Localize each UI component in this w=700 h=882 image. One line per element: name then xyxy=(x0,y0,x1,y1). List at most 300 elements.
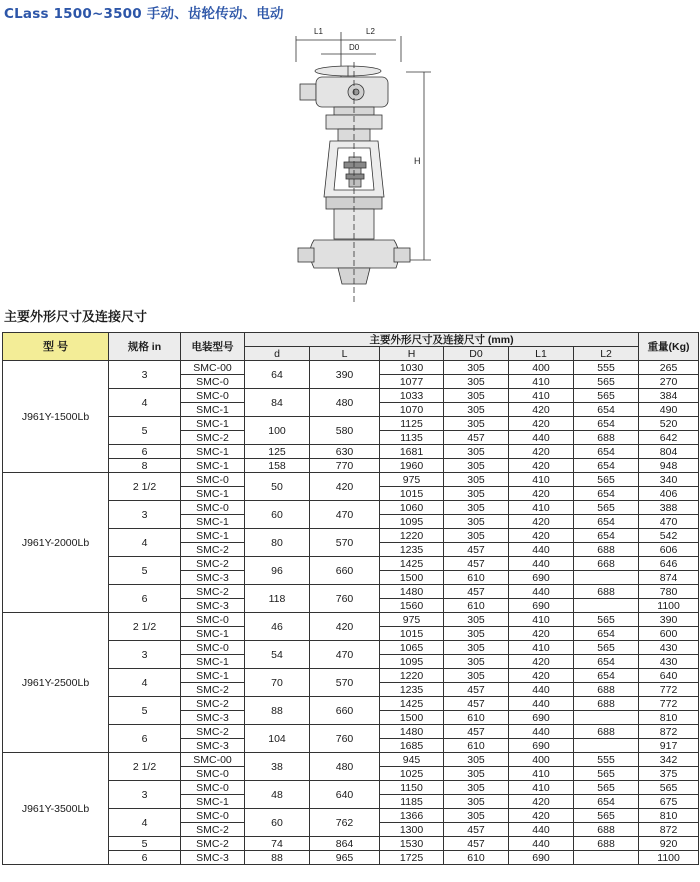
label-l1: L1 xyxy=(314,27,323,36)
h-cell: 1065 xyxy=(380,641,444,655)
size-cell: 4 xyxy=(109,529,181,557)
l-cell: 480 xyxy=(310,389,380,417)
d0-cell: 305 xyxy=(444,627,509,641)
actuator-cell: SMC-2 xyxy=(181,725,245,739)
weight-cell: 270 xyxy=(639,375,699,389)
l1-cell: 420 xyxy=(509,669,574,683)
size-cell: 6 xyxy=(109,445,181,459)
actuator-cell: SMC-2 xyxy=(181,543,245,557)
h-cell: 1030 xyxy=(380,361,444,375)
d-cell: 104 xyxy=(245,725,310,753)
header-d0: D0 xyxy=(444,347,509,361)
size-cell: 5 xyxy=(109,417,181,445)
label-h: H xyxy=(414,156,421,166)
l2-cell: 565 xyxy=(574,473,639,487)
h-cell: 1150 xyxy=(380,781,444,795)
weight-cell: 917 xyxy=(639,739,699,753)
l-cell: 470 xyxy=(310,501,380,529)
l1-cell: 420 xyxy=(509,487,574,501)
l1-cell: 440 xyxy=(509,585,574,599)
l1-cell: 440 xyxy=(509,431,574,445)
actuator-cell: SMC-0 xyxy=(181,473,245,487)
actuator-cell: SMC-2 xyxy=(181,585,245,599)
weight-cell: 390 xyxy=(639,613,699,627)
weight-cell: 470 xyxy=(639,515,699,529)
weight-cell: 565 xyxy=(639,781,699,795)
l-cell: 480 xyxy=(310,753,380,781)
l2-cell: 565 xyxy=(574,767,639,781)
d-cell: 54 xyxy=(245,641,310,669)
l2-cell xyxy=(574,739,639,753)
d0-cell: 610 xyxy=(444,571,509,585)
d0-cell: 305 xyxy=(444,795,509,809)
h-cell: 1480 xyxy=(380,585,444,599)
h-cell: 1070 xyxy=(380,403,444,417)
l1-cell: 410 xyxy=(509,473,574,487)
actuator-cell: SMC-0 xyxy=(181,501,245,515)
l-cell: 760 xyxy=(310,725,380,753)
actuator-cell: SMC-1 xyxy=(181,529,245,543)
h-cell: 1015 xyxy=(380,627,444,641)
l1-cell: 410 xyxy=(509,501,574,515)
h-cell: 1135 xyxy=(380,431,444,445)
l2-cell: 654 xyxy=(574,515,639,529)
d0-cell: 610 xyxy=(444,711,509,725)
header-l: L xyxy=(310,347,380,361)
header-dimension-group: 主要外形尺寸及连接尺寸 (mm) xyxy=(245,333,639,347)
d0-cell: 610 xyxy=(444,851,509,865)
size-cell: 2 1/2 xyxy=(109,473,181,501)
actuator-cell: SMC-00 xyxy=(181,753,245,767)
weight-cell: 872 xyxy=(639,823,699,837)
weight-cell: 872 xyxy=(639,725,699,739)
l1-cell: 410 xyxy=(509,781,574,795)
h-cell: 1095 xyxy=(380,515,444,529)
l-cell: 470 xyxy=(310,641,380,669)
l1-cell: 400 xyxy=(509,361,574,375)
l2-cell: 654 xyxy=(574,669,639,683)
l2-cell: 565 xyxy=(574,501,639,515)
l1-cell: 410 xyxy=(509,389,574,403)
h-cell: 975 xyxy=(380,473,444,487)
d-cell: 60 xyxy=(245,501,310,529)
weight-cell: 388 xyxy=(639,501,699,515)
l1-cell: 690 xyxy=(509,739,574,753)
weight-cell: 375 xyxy=(639,767,699,781)
l-cell: 570 xyxy=(310,529,380,557)
l-cell: 640 xyxy=(310,781,380,809)
l2-cell: 555 xyxy=(574,753,639,767)
model-cell: J961Y-1500Lb xyxy=(3,361,109,473)
l-cell: 660 xyxy=(310,557,380,585)
d0-cell: 610 xyxy=(444,739,509,753)
d0-cell: 305 xyxy=(444,669,509,683)
l2-cell: 688 xyxy=(574,837,639,851)
l1-cell: 400 xyxy=(509,753,574,767)
l2-cell xyxy=(574,571,639,585)
h-cell: 1125 xyxy=(380,417,444,431)
h-cell: 1235 xyxy=(380,543,444,557)
weight-cell: 406 xyxy=(639,487,699,501)
table-row xyxy=(3,753,699,767)
d0-cell: 457 xyxy=(444,823,509,837)
l1-cell: 420 xyxy=(509,809,574,823)
size-cell: 3 xyxy=(109,641,181,669)
d-cell: 64 xyxy=(245,361,310,389)
d0-cell: 305 xyxy=(444,473,509,487)
d-cell: 50 xyxy=(245,473,310,501)
section-title: 主要外形尺寸及连接尺寸 xyxy=(4,310,148,325)
actuator-cell: SMC-1 xyxy=(181,655,245,669)
header-h: H xyxy=(380,347,444,361)
size-cell: 6 xyxy=(109,851,181,865)
h-cell: 1077 xyxy=(380,375,444,389)
d-cell: 80 xyxy=(245,529,310,557)
d0-cell: 305 xyxy=(444,403,509,417)
header-actuator: 电装型号 xyxy=(181,333,245,361)
d0-cell: 457 xyxy=(444,683,509,697)
weight-cell: 600 xyxy=(639,627,699,641)
size-cell: 6 xyxy=(109,725,181,753)
l-cell: 864 xyxy=(310,837,380,851)
h-cell: 1235 xyxy=(380,683,444,697)
size-cell: 5 xyxy=(109,697,181,725)
l1-cell: 690 xyxy=(509,599,574,613)
actuator-cell: SMC-2 xyxy=(181,557,245,571)
d0-cell: 305 xyxy=(444,767,509,781)
d0-cell: 305 xyxy=(444,529,509,543)
d-cell: 88 xyxy=(245,697,310,725)
model-cell: J961Y-2000Lb xyxy=(3,473,109,613)
d0-cell: 305 xyxy=(444,809,509,823)
l1-cell: 440 xyxy=(509,697,574,711)
h-cell: 1480 xyxy=(380,725,444,739)
l1-cell: 440 xyxy=(509,725,574,739)
table-row xyxy=(3,361,699,375)
actuator-cell: SMC-2 xyxy=(181,837,245,851)
weight-cell: 520 xyxy=(639,417,699,431)
h-cell: 1220 xyxy=(380,529,444,543)
l1-cell: 420 xyxy=(509,795,574,809)
h-cell: 1681 xyxy=(380,445,444,459)
actuator-cell: SMC-1 xyxy=(181,487,245,501)
d-cell: 48 xyxy=(245,781,310,809)
l1-cell: 420 xyxy=(509,459,574,473)
actuator-cell: SMC-1 xyxy=(181,445,245,459)
h-cell: 975 xyxy=(380,613,444,627)
weight-cell: 490 xyxy=(639,403,699,417)
weight-cell: 675 xyxy=(639,795,699,809)
l1-cell: 690 xyxy=(509,851,574,865)
h-cell: 1015 xyxy=(380,487,444,501)
l-cell: 965 xyxy=(310,851,380,865)
actuator-cell: SMC-2 xyxy=(181,697,245,711)
d0-cell: 305 xyxy=(444,389,509,403)
l-cell: 660 xyxy=(310,697,380,725)
d0-cell: 305 xyxy=(444,655,509,669)
actuator-cell: SMC-1 xyxy=(181,459,245,473)
l2-cell: 654 xyxy=(574,795,639,809)
l2-cell xyxy=(574,599,639,613)
weight-cell: 384 xyxy=(639,389,699,403)
weight-cell: 1100 xyxy=(639,599,699,613)
d0-cell: 457 xyxy=(444,837,509,851)
d0-cell: 305 xyxy=(444,361,509,375)
size-cell: 4 xyxy=(109,389,181,417)
weight-cell: 646 xyxy=(639,557,699,571)
d0-cell: 305 xyxy=(444,753,509,767)
d0-cell: 305 xyxy=(444,515,509,529)
size-cell: 2 1/2 xyxy=(109,753,181,781)
h-cell: 1220 xyxy=(380,669,444,683)
l2-cell: 668 xyxy=(574,557,639,571)
d-cell: 96 xyxy=(245,557,310,585)
h-cell: 1960 xyxy=(380,459,444,473)
header-weight: 重量(Kg) xyxy=(639,333,699,361)
l-cell: 570 xyxy=(310,669,380,697)
l1-cell: 690 xyxy=(509,571,574,585)
weight-cell: 948 xyxy=(639,459,699,473)
weight-cell: 430 xyxy=(639,655,699,669)
h-cell: 1025 xyxy=(380,767,444,781)
l1-cell: 420 xyxy=(509,403,574,417)
weight-cell: 265 xyxy=(639,361,699,375)
l1-cell: 420 xyxy=(509,529,574,543)
l-cell: 760 xyxy=(310,585,380,613)
l1-cell: 410 xyxy=(509,641,574,655)
table-body xyxy=(3,361,699,865)
h-cell: 1366 xyxy=(380,809,444,823)
weight-cell: 810 xyxy=(639,711,699,725)
h-cell: 1425 xyxy=(380,697,444,711)
l2-cell: 654 xyxy=(574,403,639,417)
l1-cell: 440 xyxy=(509,837,574,851)
l-cell: 630 xyxy=(310,445,380,459)
d-cell: 84 xyxy=(245,389,310,417)
weight-cell: 804 xyxy=(639,445,699,459)
h-cell: 1685 xyxy=(380,739,444,753)
l1-cell: 410 xyxy=(509,613,574,627)
model-cell: J961Y-3500Lb xyxy=(3,753,109,865)
actuator-cell: SMC-3 xyxy=(181,571,245,585)
l2-cell: 565 xyxy=(574,781,639,795)
header-l2: L2 xyxy=(574,347,639,361)
d-cell: 88 xyxy=(245,851,310,865)
size-cell: 3 xyxy=(109,501,181,529)
weight-cell: 640 xyxy=(639,669,699,683)
actuator-cell: SMC-0 xyxy=(181,781,245,795)
l2-cell: 688 xyxy=(574,697,639,711)
l2-cell: 654 xyxy=(574,445,639,459)
actuator-cell: SMC-1 xyxy=(181,403,245,417)
d-cell: 118 xyxy=(245,585,310,613)
d0-cell: 305 xyxy=(444,459,509,473)
h-cell: 1560 xyxy=(380,599,444,613)
l2-cell: 688 xyxy=(574,431,639,445)
d-cell: 38 xyxy=(245,753,310,781)
weight-cell: 874 xyxy=(639,571,699,585)
actuator-cell: SMC-2 xyxy=(181,823,245,837)
d0-cell: 457 xyxy=(444,725,509,739)
header-model: 型 号 xyxy=(3,333,109,361)
size-cell: 5 xyxy=(109,837,181,851)
size-cell: 4 xyxy=(109,669,181,697)
weight-cell: 642 xyxy=(639,431,699,445)
d0-cell: 457 xyxy=(444,543,509,557)
actuator-cell: SMC-1 xyxy=(181,515,245,529)
actuator-cell: SMC-0 xyxy=(181,375,245,389)
l2-cell: 555 xyxy=(574,361,639,375)
d0-cell: 305 xyxy=(444,487,509,501)
d0-cell: 305 xyxy=(444,641,509,655)
actuator-cell: SMC-3 xyxy=(181,851,245,865)
size-cell: 3 xyxy=(109,781,181,809)
weight-cell: 772 xyxy=(639,697,699,711)
header-size: 规格 in xyxy=(109,333,181,361)
l2-cell: 654 xyxy=(574,655,639,669)
actuator-cell: SMC-1 xyxy=(181,795,245,809)
actuator-cell: SMC-1 xyxy=(181,627,245,641)
size-cell: 3 xyxy=(109,361,181,389)
actuator-cell: SMC-0 xyxy=(181,389,245,403)
actuator-cell: SMC-0 xyxy=(181,767,245,781)
l1-cell: 440 xyxy=(509,823,574,837)
l2-cell xyxy=(574,711,639,725)
dimension-table xyxy=(2,332,699,865)
weight-cell: 340 xyxy=(639,473,699,487)
page-title: CLass 1500~3500 手动、齿轮传动、电动 xyxy=(4,6,284,22)
l-cell: 420 xyxy=(310,473,380,501)
d-cell: 70 xyxy=(245,669,310,697)
d0-cell: 457 xyxy=(444,585,509,599)
size-cell: 4 xyxy=(109,809,181,837)
d0-cell: 305 xyxy=(444,501,509,515)
l-cell: 420 xyxy=(310,613,380,641)
l1-cell: 690 xyxy=(509,711,574,725)
h-cell: 1500 xyxy=(380,711,444,725)
actuator-cell: SMC-3 xyxy=(181,739,245,753)
weight-cell: 780 xyxy=(639,585,699,599)
l1-cell: 440 xyxy=(509,557,574,571)
label-d0: D0 xyxy=(349,43,360,52)
model-cell: J961Y-2500Lb xyxy=(3,613,109,753)
l-cell: 770 xyxy=(310,459,380,473)
weight-cell: 772 xyxy=(639,683,699,697)
d0-cell: 305 xyxy=(444,375,509,389)
d0-cell: 457 xyxy=(444,697,509,711)
valve-drawing xyxy=(286,22,436,304)
weight-cell: 810 xyxy=(639,809,699,823)
l2-cell: 688 xyxy=(574,543,639,557)
d0-cell: 305 xyxy=(444,613,509,627)
h-cell: 1425 xyxy=(380,557,444,571)
actuator-cell: SMC-1 xyxy=(181,669,245,683)
size-cell: 6 xyxy=(109,585,181,613)
actuator-cell: SMC-0 xyxy=(181,641,245,655)
d0-cell: 457 xyxy=(444,431,509,445)
l2-cell: 565 xyxy=(574,375,639,389)
d-cell: 60 xyxy=(245,809,310,837)
l-cell: 390 xyxy=(310,361,380,389)
l2-cell: 565 xyxy=(574,641,639,655)
l1-cell: 440 xyxy=(509,683,574,697)
d0-cell: 305 xyxy=(444,417,509,431)
label-l2: L2 xyxy=(366,27,375,36)
l1-cell: 440 xyxy=(509,543,574,557)
l2-cell: 565 xyxy=(574,613,639,627)
actuator-cell: SMC-3 xyxy=(181,711,245,725)
l-cell: 762 xyxy=(310,809,380,837)
d-cell: 125 xyxy=(245,445,310,459)
d-cell: 100 xyxy=(245,417,310,445)
weight-cell: 342 xyxy=(639,753,699,767)
d0-cell: 305 xyxy=(444,445,509,459)
l1-cell: 420 xyxy=(509,515,574,529)
weight-cell: 542 xyxy=(639,529,699,543)
h-cell: 1185 xyxy=(380,795,444,809)
actuator-cell: SMC-00 xyxy=(181,361,245,375)
l2-cell: 654 xyxy=(574,529,639,543)
l1-cell: 420 xyxy=(509,655,574,669)
l2-cell: 565 xyxy=(574,389,639,403)
weight-cell: 1100 xyxy=(639,851,699,865)
weight-cell: 920 xyxy=(639,837,699,851)
l1-cell: 420 xyxy=(509,627,574,641)
header-l1: L1 xyxy=(509,347,574,361)
actuator-cell: SMC-0 xyxy=(181,809,245,823)
h-cell: 1530 xyxy=(380,837,444,851)
d-cell: 46 xyxy=(245,613,310,641)
actuator-cell: SMC-1 xyxy=(181,417,245,431)
l2-cell: 688 xyxy=(574,823,639,837)
h-cell: 1060 xyxy=(380,501,444,515)
size-cell: 2 1/2 xyxy=(109,613,181,641)
h-cell: 1300 xyxy=(380,823,444,837)
d0-cell: 305 xyxy=(444,781,509,795)
h-cell: 945 xyxy=(380,753,444,767)
actuator-cell: SMC-2 xyxy=(181,431,245,445)
l1-cell: 410 xyxy=(509,375,574,389)
h-cell: 1725 xyxy=(380,851,444,865)
l1-cell: 410 xyxy=(509,767,574,781)
h-cell: 1500 xyxy=(380,571,444,585)
d0-cell: 610 xyxy=(444,599,509,613)
header-d: d xyxy=(245,347,310,361)
l2-cell: 654 xyxy=(574,627,639,641)
d-cell: 74 xyxy=(245,837,310,851)
d-cell: 158 xyxy=(245,459,310,473)
actuator-cell: SMC-0 xyxy=(181,613,245,627)
l2-cell: 688 xyxy=(574,683,639,697)
l2-cell xyxy=(574,851,639,865)
l2-cell: 654 xyxy=(574,487,639,501)
size-cell: 5 xyxy=(109,557,181,585)
d0-cell: 457 xyxy=(444,557,509,571)
l1-cell: 420 xyxy=(509,445,574,459)
l2-cell: 654 xyxy=(574,459,639,473)
l2-cell: 688 xyxy=(574,585,639,599)
l2-cell: 565 xyxy=(574,809,639,823)
l2-cell: 654 xyxy=(574,417,639,431)
h-cell: 1095 xyxy=(380,655,444,669)
table-row xyxy=(3,473,699,487)
actuator-cell: SMC-2 xyxy=(181,683,245,697)
weight-cell: 430 xyxy=(639,641,699,655)
l1-cell: 420 xyxy=(509,417,574,431)
size-cell: 8 xyxy=(109,459,181,473)
l-cell: 580 xyxy=(310,417,380,445)
l2-cell: 688 xyxy=(574,725,639,739)
